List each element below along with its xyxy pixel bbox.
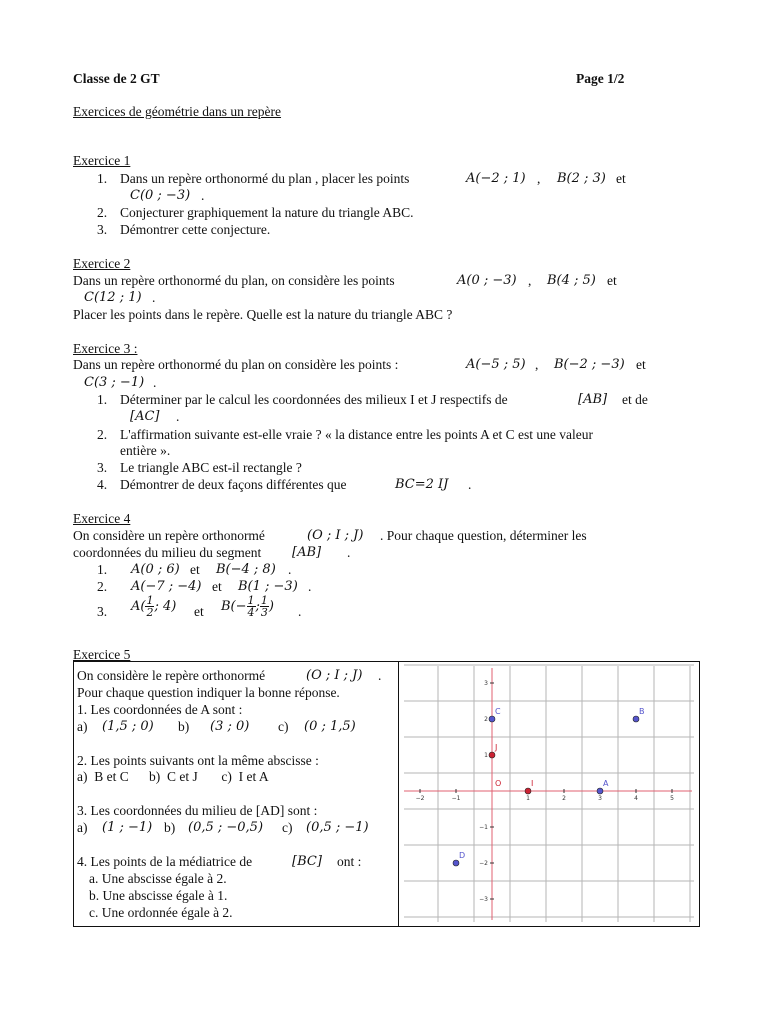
ex5-q3: 3. Les coordonnées du milieu de [AD] sont : [77,803,318,818]
ex3-point-c: C(3 ; −1) [84,375,145,390]
point-label-a: A [603,779,609,788]
ex3-item1-text: Déterminer par le calcul les coordonnées des milieux I et J respectifs de [120,392,508,407]
ex4-q3-et: et [194,604,204,619]
ex3-point-b: B(−2 ; −3) [554,357,625,372]
point-c [489,716,495,722]
ex5-q3-a-val: (1 ; −1) [102,820,153,835]
x-tick-label: 3 [598,795,602,802]
point-label-c: C [495,707,501,716]
ex4-q2-b: B(1 ; −3) [238,579,298,594]
ex1-item1-text: Dans un repère orthonormé du plan , placer les points [120,171,410,186]
ex5-frame: (O ; I ; J) [306,668,363,683]
ex5-divider [398,661,399,927]
ex2-point-b: B(4 ; 5) [547,273,596,288]
ex4-q1-b: B(−4 ; 8) [216,562,276,577]
ex1-num-2: 2. [97,205,108,220]
point-b [633,716,639,722]
ex2-title: Exercice 2 [73,256,131,271]
ex5-q2: 2. Les points suivants ont la même abscisse : [77,753,319,768]
ex1-sep: , [537,171,541,186]
ex5-q3-a: a) [77,820,88,835]
point-j [489,752,495,758]
ex4-q2-a: A(−7 ; −4) [131,579,202,594]
ex3-item2-line1: L'affirmation suivante est-elle vraie ? « la distance entre les points A et C est une valeur [120,427,594,442]
point-label-d: D [459,851,466,860]
ex5-q3-c-val: (0,5 ; −1) [306,820,369,835]
ex4-q1-et: et [190,562,200,577]
ex4-line2-text: coordonnées du milieu du segment [73,545,262,560]
ex5-q4-b: b. Une abscisse égale à 1. [89,888,228,903]
ex5-q4-a: a. Une abscisse égale à 2. [89,871,227,886]
page-label: Page 1/2 [576,71,625,86]
ex5-q1: 1. Les coordonnées de A sont : [77,702,243,717]
ex4-line1-rest: . Pour chaque question, déterminer les [380,528,587,543]
y-tick-label: −1 [479,824,488,831]
ex4-q2-dot: . [308,579,312,594]
point-label-b: B [639,707,645,716]
ex4-q3-b: B(− $\frac{1}{4}$ ; $\frac{1}{3}$ ) [221,594,274,619]
class-label: Classe de 2 GT [73,71,160,86]
ex4-frame: (O ; I ; J) [307,528,364,543]
ex5-l1-text: On considère le repère orthonormé [77,668,266,683]
ex5-title: Exercice 5 [73,647,131,662]
ex3-et: et [636,357,646,372]
ex1-et: et [616,171,626,186]
ex5-q1-b-val: (3 ; 0) [210,719,250,734]
ex3-dot-3: . [468,477,472,492]
ex5-q3-c: c) [282,820,293,835]
y-tick-label: −3 [479,896,488,903]
ex2-line3: Placer les points dans le repère. Quelle est la nature du triangle ABC ? [73,307,453,322]
point-i [525,788,531,794]
ex1-item3: Démontrer cette conjecture. [120,222,271,237]
ex2-et: et [607,273,617,288]
ex3-item4-math: BC=2 IJ [395,477,449,492]
ex5-q4-rest: ont : [337,854,362,869]
ex3-line1-text: Dans un repère orthonormé du plan on considère les points : [73,357,399,372]
ex4-line1-text: On considère un repère orthonormé [73,528,265,543]
ex1-dot: . [201,188,205,203]
ex3-dot-2: . [176,409,180,424]
ex5-l1-dot: . [378,668,382,683]
ex3-seg-ac: [AC] [130,409,160,424]
ex5-q2-answers: a) B et C b) C et J c) I et A [77,769,269,784]
ex4-q1-a: A(0 ; 6) [131,562,180,577]
y-tick-label: −2 [479,860,488,867]
ex2-dot: . [152,290,156,305]
x-tick-label: 5 [670,795,674,802]
ex3-item4-text: Démontrer de deux façons différentes que [120,477,347,492]
ex4-num-3: 3. [97,604,108,619]
ex1-point-a: A(−2 ; 1) [466,171,526,186]
y-tick-label: 3 [484,680,488,687]
point-d [453,860,459,866]
ex5-q1-b: b) [178,719,190,734]
ex2-point-a: A(0 ; −3) [457,273,517,288]
ex4-q1-dot: . [288,562,292,577]
ex3-title: Exercice 3 : [73,341,138,356]
ex3-sep: , [535,357,539,372]
ex3-et-de: et de [622,392,648,407]
x-tick-label: −1 [451,795,461,802]
ex5-l2: Pour chaque question indiquer la bonne réponse. [77,685,340,700]
ex3-num-3: 3. [97,460,108,475]
ex4-title: Exercice 4 [73,511,131,526]
ex4-num-2: 2. [97,579,108,594]
ex5-q4-c: c. Une ordonnée égale à 2. [89,905,233,920]
x-tick-label: 4 [634,795,638,802]
ex1-point-b: B(2 ; 3) [557,171,606,186]
ex3-seg-ab: [AB] [578,392,608,407]
ex4-q3-a: A( $\frac{1}{2}$ ; 4) [131,594,177,619]
x-tick-label: 1 [526,795,530,802]
ex5-q3-b-val: (0,5 ; −0,5) [188,820,264,835]
x-tick-label: −2 [415,795,425,802]
ex1-num-3: 3. [97,222,108,237]
y-tick-label: 1 [484,752,488,759]
ex4-num-1: 1. [97,562,108,577]
ex5-q1-a-val: (1,5 ; 0) [102,719,154,734]
ex3-num-4: 4. [97,477,108,492]
ex1-title: Exercice 1 [73,153,131,168]
coordinate-grid-figure [400,662,698,926]
ex2-line1-text: Dans un repère orthonormé du plan, on considère les points [73,273,395,288]
ex5-q4-seg: [BC] [292,854,322,869]
ex5-q1-c: c) [278,719,289,734]
ex2-sep: , [528,273,532,288]
ex1-num-1: 1. [97,171,108,186]
ex4-q3-dot: . [298,604,302,619]
ex5-q3-b: b) [164,820,176,835]
ex3-point-a: A(−5 ; 5) [466,357,526,372]
ex4-q2-et: et [212,579,222,594]
ex1-point-c: C(0 ; −3) [130,188,191,203]
ex2-point-c: C(12 ; 1) [84,290,142,305]
origin-label: O [495,779,502,788]
y-tick-label: 2 [484,716,488,723]
doc-title: Exercices de géométrie dans un repère [73,104,282,119]
ex3-num-2: 2. [97,427,108,442]
x-tick-label: 2 [562,795,566,802]
ex5-q1-a: a) [77,719,88,734]
ex5-q4-text: 4. Les points de la médiatrice de [77,854,253,869]
ex5-q1-c-val: (0 ; 1,5) [304,719,356,734]
point-a [597,788,603,794]
ex4-seg: [AB] [292,545,322,560]
ex1-item2: Conjecturer graphiquement la nature du triangle ABC. [120,205,414,220]
ex3-dot: . [153,375,157,390]
ex3-num-1: 1. [97,392,108,407]
point-label-j: J [495,743,498,752]
ex4-dot-0: . [347,545,351,560]
ex3-item3: Le triangle ABC est-il rectangle ? [120,460,302,475]
ex3-item2-line2: entière ». [120,443,171,458]
point-label-i: I [531,779,534,788]
